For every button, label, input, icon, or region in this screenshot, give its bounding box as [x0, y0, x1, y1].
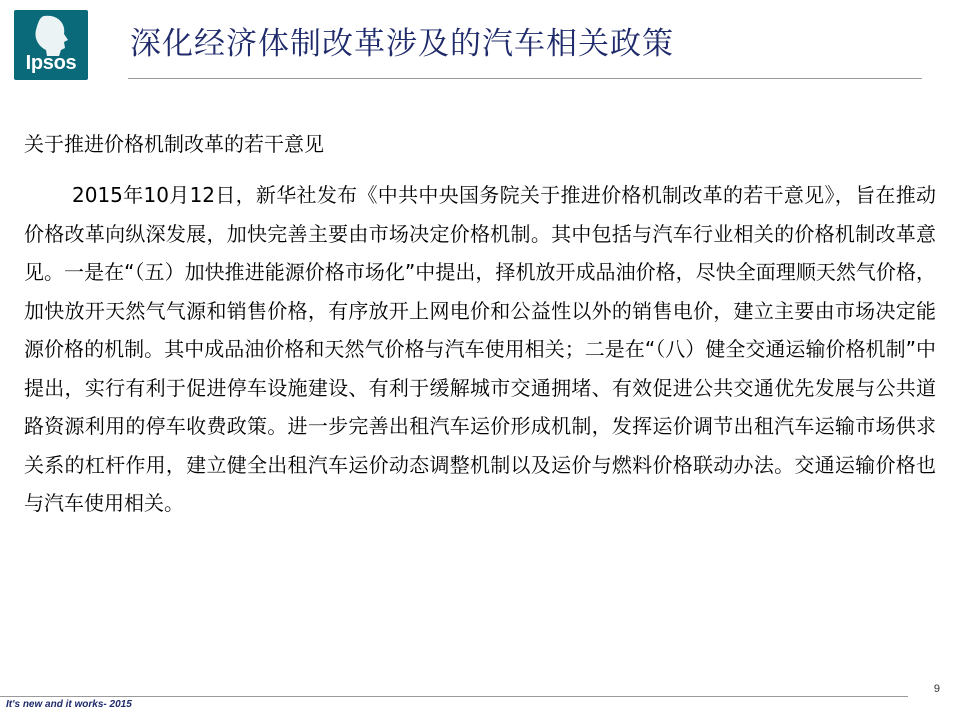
section-subtitle: 关于推进价格机制改革的若干意见 [24, 132, 324, 156]
footer-divider [0, 696, 908, 697]
footer-tagline: It's new and it works- 2015 [6, 699, 132, 710]
page-number: 9 [933, 683, 940, 695]
ipsos-logo [14, 10, 88, 80]
logo-text: Ipsos [25, 52, 77, 74]
title-divider [128, 78, 922, 79]
page-title: 深化经济体制改革涉及的汽车相关政策 [130, 26, 674, 62]
body-paragraph: 2015年10月12日，新华社发布《中共中央国务院关于推进价格机制改革的若干意见》，旨在推动价格改革向纵深发展，加快完善主要由市场决定价格机制。其中包括与汽车行业相关的价格机制改革意见。一是在“（五）加快推进能源价格市场化”中提出，择机放开成品油价格，尽快全面理顺天然气价格，加快放开天然气气源和销售价格，有序放开上网电价和公益性以外的销售电价，建立主要由市场决定能源价格的机制。其中成品油价格和天然气价格与汽车使用相关；二是在“（八）健全交通运输价格机制”中提出，实行有利于促进停车设施建设、有利于缓解城市交通拥堵、有效促进公共交通优先发展与公共道路资源利用的停车收费政策。进一步完善出租汽车运价形成机制，发挥运价调节出租汽车运输市场供求关系的杠杆作用，建立健全出租汽车运价动态调整机制以及运价与燃料价格联动办法。交通运输价格也与汽车使用相关。 [24, 183, 936, 515]
